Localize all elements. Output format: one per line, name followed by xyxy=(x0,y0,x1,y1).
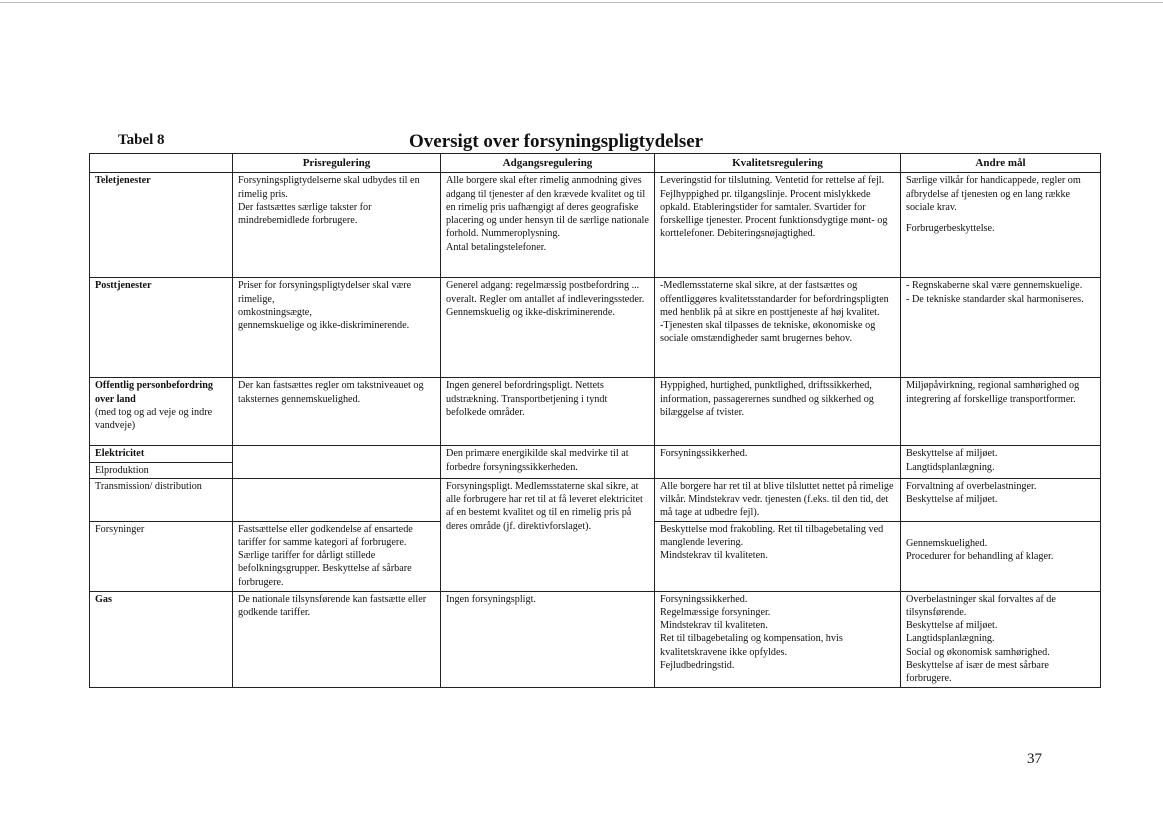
cell-transport-andre: Miljøpåvirkning, regional samhørighed og integrering af forskellige transportformer. xyxy=(901,378,1101,446)
cell-gas-andre: Overbelastninger skal forvaltes af de tilsynsførende. Beskyttelse af miljøet. Langtidsplanlægning. Social og økonomisk samhørighed. Beskyttelse af især de mest sårbare forbrugere. xyxy=(901,591,1101,687)
cell-gas-kvalitet: Forsyningssikkerhed. Regelmæssige forsyninger. Mindstekrav til kvaliteten. Ret til tilbagebetaling og kompensation, hvis kvalitetskravene ikke opfyldes. Fejludbedringstid. xyxy=(655,591,901,687)
row-label-teletjenester: Teletjenester xyxy=(90,173,233,278)
service-obligations-table xyxy=(89,153,1101,688)
cell-transport-pris: Der kan fastsættes regler om takstniveauet og taksternes gennemskuelighed. xyxy=(233,378,441,446)
table-row xyxy=(90,378,1101,446)
table-label: Tabel 8 xyxy=(118,132,165,148)
cell-post-kvalitet: -Medlemsstaterne skal sikre, at der fastsættes og offentliggøres kvalitetsstandarder for befordringspligten med henblik på at sikre en posttjeneste af høj kvalitet. -Tjenesten skal tilpasses de tekniske, økonomiske og sociale omstændigheder samt brugernes behov. xyxy=(655,278,901,378)
cell-gas-adgang: Ingen forsyningspligt. xyxy=(441,591,655,687)
table-row xyxy=(90,173,1101,278)
cell-transmission-adgang: Forsyningspligt. Medlemsstaterne skal sikre, at alle forbrugere har ret til at få leveret elektricitet af en bestemt kvalitet og til en rimelig pris på deres område (jf. direktivforslaget). xyxy=(441,478,655,591)
row-label-personbefordring: Offentlig personbefordring over land (med tog og ad veje og indre vandveje) xyxy=(90,378,233,446)
header-andre-maal: Andre mål xyxy=(901,154,1101,173)
cell-transport-adgang: Ingen generel befordringspligt. Nettets udstrækning. Transportbetjening i tyndt befolkede områder. xyxy=(441,378,655,446)
cell-gas-pris: De nationale tilsynsførende kan fastsætte eller godkende tariffer. xyxy=(233,591,441,687)
cell-elproduktion-pris xyxy=(233,446,441,479)
table-row xyxy=(90,478,1101,521)
cell-forsyninger-kvalitet: Beskyttelse mod frakobling. Ret til tilbagebetaling ved manglende levering. Mindstekrav til kvaliteten. xyxy=(655,521,901,591)
cell-transmission-pris xyxy=(233,478,441,521)
cell-tele-pris: Forsyningspligtydelserne skal udbydes til en rimelig pris. Der fastsættes særlige takster for mindrebemidlede forbrugere. xyxy=(233,173,441,278)
cell-post-adgang: Generel adgang: regelmæssig postbefordring ... overalt. Regler om antallet af indleveringssteder. Gennemskuelig og ikke-diskriminerende. xyxy=(441,278,655,378)
header-kvalitetsregulering: Kvalitetsregulering xyxy=(655,154,901,173)
row-label-posttjenester: Posttjenester xyxy=(90,278,233,378)
cell-forsyninger-andre: Gennemskuelighed. Procedurer for behandling af klager. xyxy=(901,521,1101,591)
table-header-row xyxy=(90,154,1101,173)
row-label-transmission: Transmission/ distribution xyxy=(90,478,233,521)
table-row xyxy=(90,446,1101,479)
table-row xyxy=(90,591,1101,687)
cell-post-pris: Priser for forsyningspligtydelser skal være rimelige, omkostningsægte, gennemskuelige og ikke-diskriminerende. xyxy=(233,278,441,378)
header-empty xyxy=(90,154,233,173)
scan-edge-line xyxy=(0,2,1163,3)
table-row xyxy=(90,278,1101,378)
row-label-forsyninger: Forsyninger xyxy=(90,521,233,591)
page-number: 37 xyxy=(1027,751,1042,767)
cell-transmission-kvalitet: Alle borgere har ret til at blive tilsluttet nettet på rimelige vilkår. Mindstekrav vedr. tjenesten (f.eks. til den tid, det må tage at udbedre fejl). xyxy=(655,478,901,521)
cell-tele-adgang: Alle borgere skal efter rimelig anmodning gives adgang til tjenester af den krævede kvalitet og til en rimelig pris uafhængigt af deres geografiske placering og under hensyn til de særlige nationale forhold. Nummeroplysning. Antal betalingstelefoner. xyxy=(441,173,655,278)
row-label-elektricitet: Elektricitet xyxy=(90,446,232,462)
cell-forsyninger-pris: Fastsættelse eller godkendelse af ensartede tariffer for samme kategori af forbrugere. Særlige tariffer for dårligt stillede befolkningsgrupper. Beskyttelse af sårbare forbrugere. xyxy=(233,521,441,591)
header-adgangsregulering: Adgangsregulering xyxy=(441,154,655,173)
cell-transmission-andre: Forvaltning af overbelastninger. Beskyttelse af miljøet. xyxy=(901,478,1101,521)
cell-transport-kvalitet: Hyppighed, hurtighed, punktlighed, driftssikkerhed, information, passagerernes sundhed og sikkerhed og bilæggelse af tvister. xyxy=(655,378,901,446)
cell-elproduktion-kvalitet: Forsyningssikkerhed. xyxy=(655,446,901,479)
cell-tele-kvalitet: Leveringstid for tilslutning. Ventetid for rettelse af fejl. Fejlhyppighed pr. tilgangslinje. Procent mislykkede opkald. Etableringstider for samtaler. Svartider for forskellige tjenester. Procent funktionsdygtige mønt- og korttelefoner. Debiteringsnøjagtighed. xyxy=(655,173,901,278)
page-title: Oversigt over forsyningspligtydelser xyxy=(409,131,704,152)
header-prisregulering: Prisregulering xyxy=(233,154,441,173)
row-label-elektricitet-group xyxy=(90,446,233,479)
row-label-gas: Gas xyxy=(90,591,233,687)
row-label-elproduktion: Elproduktion xyxy=(95,464,149,476)
cell-elproduktion-adgang: Den primære energikilde skal medvirke til at forbedre forsyningssikkerheden. xyxy=(441,446,655,479)
cell-elproduktion-andre: Beskyttelse af miljøet. Langtidsplanlægning. xyxy=(901,446,1101,479)
cell-post-andre: - Regnskaberne skal være gennemskuelige. - De tekniske standarder skal harmoniseres. xyxy=(901,278,1101,378)
cell-tele-andre: Særlige vilkår for handicappede, regler om afbrydelse af tjenesten og en lang række sociale krav. Forbrugerbeskyttelse. xyxy=(901,173,1101,278)
